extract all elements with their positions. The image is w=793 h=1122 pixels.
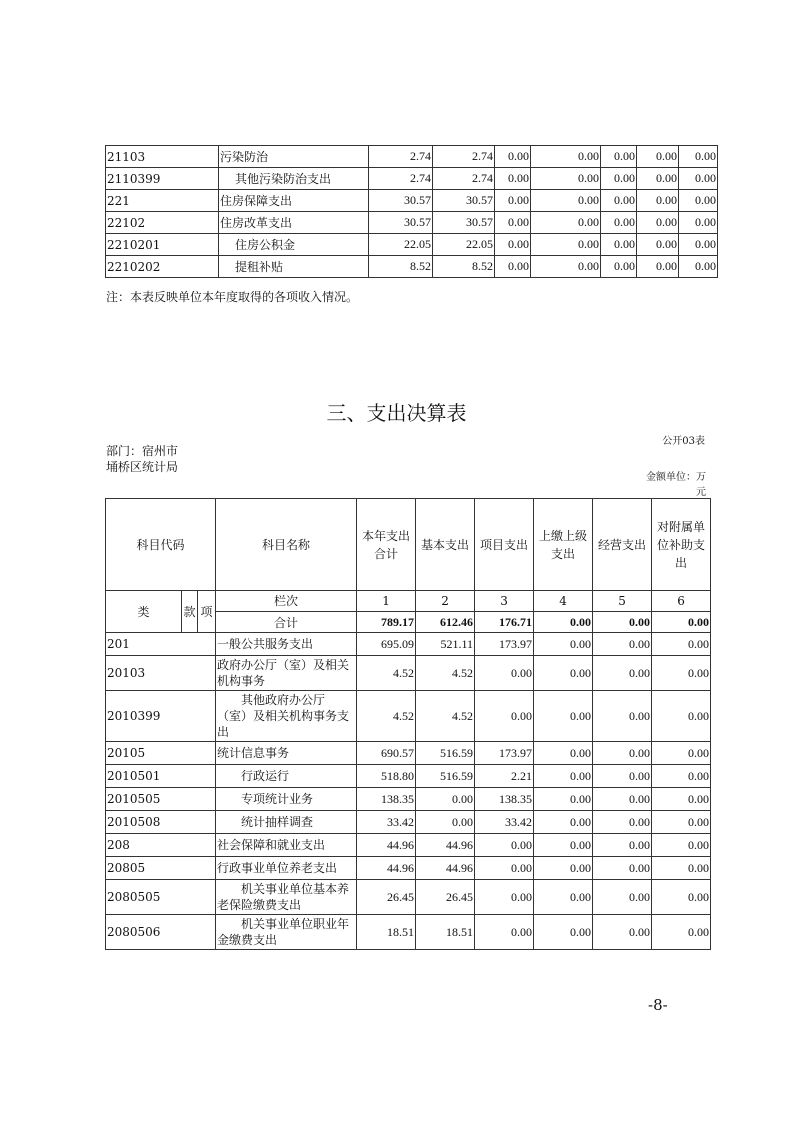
header-row bbox=[106, 499, 711, 591]
amount-cell: 0.00 bbox=[495, 168, 531, 190]
subject-code: 20105 bbox=[106, 742, 216, 765]
amount-cell: 0.00 bbox=[652, 915, 711, 950]
amount-cell: 0.00 bbox=[534, 691, 593, 742]
amount-cell: 0.00 bbox=[593, 691, 652, 742]
amount-cell: 138.35 bbox=[475, 788, 534, 811]
amount-cell: 4.52 bbox=[357, 656, 416, 691]
amount-cell: 0.00 bbox=[679, 256, 718, 278]
subject-code: 22102 bbox=[106, 212, 219, 234]
amount-cell: 0.00 bbox=[531, 256, 601, 278]
amount-cell: 0.00 bbox=[531, 146, 601, 168]
amount-cell: 0.00 bbox=[637, 190, 679, 212]
amount-cell: 0.00 bbox=[475, 857, 534, 880]
income-table-note: 注：本表反映单位本年度取得的各项收入情况。 bbox=[106, 290, 359, 304]
subject-code: 201 bbox=[106, 633, 216, 656]
total-label: 合计 bbox=[216, 612, 357, 633]
amount-cell: 0.00 bbox=[593, 788, 652, 811]
subject-name: 政府办公厅（室）及相关机构事务 bbox=[216, 656, 357, 691]
amount-cell: 516.59 bbox=[416, 742, 475, 765]
amount-cell: 0.00 bbox=[531, 234, 601, 256]
amount-cell: 2.21 bbox=[475, 765, 534, 788]
department-label: 部门：宿州市埇桥区统计局 bbox=[106, 444, 179, 474]
table-row bbox=[106, 788, 711, 811]
amount-cell: 4.52 bbox=[416, 656, 475, 691]
amount-cell: 44.96 bbox=[416, 857, 475, 880]
total-value: 0.00 bbox=[593, 612, 652, 633]
amount-cell: 0.00 bbox=[475, 880, 534, 915]
amount-cell: 0.00 bbox=[531, 190, 601, 212]
subject-code: 20805 bbox=[106, 857, 216, 880]
col-num-1: 1 bbox=[357, 591, 416, 612]
amount-cell: 0.00 bbox=[637, 168, 679, 190]
amount-cell: 2.74 bbox=[433, 146, 495, 168]
subject-name: 住房保障支出 bbox=[219, 190, 369, 212]
table-row bbox=[106, 256, 718, 278]
subject-code: 221 bbox=[106, 190, 219, 212]
amount-cell: 0.00 bbox=[652, 633, 711, 656]
subject-name: 一般公共服务支出 bbox=[216, 633, 357, 656]
amount-cell: 8.52 bbox=[433, 256, 495, 278]
amount-cell: 26.45 bbox=[357, 880, 416, 915]
amount-cell: 0.00 bbox=[495, 190, 531, 212]
amount-cell: 0.00 bbox=[534, 811, 593, 834]
subject-name: 机关事业单位职业年金缴费支出 bbox=[216, 915, 357, 950]
subject-name: 统计信息事务 bbox=[216, 742, 357, 765]
table-row bbox=[106, 190, 718, 212]
subject-name: 行政事业单位养老支出 bbox=[216, 857, 357, 880]
table-row bbox=[106, 834, 711, 857]
amount-cell: 0.00 bbox=[637, 256, 679, 278]
form-number: 公开03表 bbox=[662, 436, 705, 447]
col-num-6: 6 bbox=[652, 591, 711, 612]
amount-cell: 0.00 bbox=[679, 234, 718, 256]
amount-cell: 0.00 bbox=[475, 915, 534, 950]
amount-cell: 0.00 bbox=[637, 234, 679, 256]
subject-code: 21103 bbox=[106, 146, 219, 168]
table-row bbox=[106, 633, 711, 656]
amount-cell: 33.42 bbox=[357, 811, 416, 834]
subject-name: 提租补贴 bbox=[219, 256, 369, 278]
subject-code: 208 bbox=[106, 834, 216, 857]
expense-table bbox=[105, 498, 711, 950]
amount-cell: 2.74 bbox=[433, 168, 495, 190]
subject-name: 污染防治 bbox=[219, 146, 369, 168]
amount-cell: 0.00 bbox=[534, 880, 593, 915]
col-num-4: 4 bbox=[534, 591, 593, 612]
amount-cell: 0.00 bbox=[652, 656, 711, 691]
amount-cell: 0.00 bbox=[593, 857, 652, 880]
amount-cell: 8.52 bbox=[369, 256, 433, 278]
amount-cell: 0.00 bbox=[495, 256, 531, 278]
amount-cell: 0.00 bbox=[534, 915, 593, 950]
subject-name: 社会保障和就业支出 bbox=[216, 834, 357, 857]
total-value: 0.00 bbox=[534, 612, 593, 633]
amount-cell: 18.51 bbox=[357, 915, 416, 950]
unit-label: 金额单位：万元 bbox=[646, 472, 706, 498]
total-value: 612.46 bbox=[416, 612, 475, 633]
amount-cell: 0.00 bbox=[475, 656, 534, 691]
header-xiang: 项 bbox=[198, 591, 216, 633]
amount-cell: 0.00 bbox=[593, 915, 652, 950]
amount-cell: 0.00 bbox=[679, 212, 718, 234]
amount-cell: 4.52 bbox=[416, 691, 475, 742]
amount-cell: 2.74 bbox=[369, 146, 433, 168]
header-col-3: 项目支出 bbox=[475, 499, 534, 591]
amount-cell: 0.00 bbox=[534, 834, 593, 857]
amount-cell: 30.57 bbox=[433, 212, 495, 234]
amount-cell: 0.00 bbox=[652, 788, 711, 811]
amount-cell: 22.05 bbox=[369, 234, 433, 256]
amount-cell: 0.00 bbox=[652, 742, 711, 765]
amount-cell: 0.00 bbox=[593, 834, 652, 857]
amount-cell: 0.00 bbox=[601, 256, 637, 278]
header-name: 科目名称 bbox=[216, 499, 357, 591]
table-row bbox=[106, 811, 711, 834]
amount-cell: 0.00 bbox=[679, 168, 718, 190]
amount-cell: 0.00 bbox=[652, 880, 711, 915]
table-row bbox=[106, 656, 711, 691]
amount-cell: 22.05 bbox=[433, 234, 495, 256]
subject-name: 机关事业单位基本养老保险缴费支出 bbox=[216, 880, 357, 915]
amount-cell: 0.00 bbox=[601, 146, 637, 168]
amount-cell: 0.00 bbox=[593, 811, 652, 834]
amount-cell: 33.42 bbox=[475, 811, 534, 834]
col-num-2: 2 bbox=[416, 591, 475, 612]
income-table-continued bbox=[105, 145, 718, 278]
amount-cell: 0.00 bbox=[534, 633, 593, 656]
amount-cell: 0.00 bbox=[601, 190, 637, 212]
amount-cell: 44.96 bbox=[416, 834, 475, 857]
amount-cell: 0.00 bbox=[593, 656, 652, 691]
amount-cell: 0.00 bbox=[531, 212, 601, 234]
subject-code: 20103 bbox=[106, 656, 216, 691]
subject-code: 2110399 bbox=[106, 168, 219, 190]
amount-cell: 0.00 bbox=[652, 765, 711, 788]
amount-cell: 4.52 bbox=[357, 691, 416, 742]
amount-cell: 26.45 bbox=[416, 880, 475, 915]
amount-cell: 0.00 bbox=[534, 656, 593, 691]
amount-cell: 0.00 bbox=[601, 168, 637, 190]
amount-cell: 0.00 bbox=[534, 742, 593, 765]
subject-code: 2210202 bbox=[106, 256, 219, 278]
table-row bbox=[106, 915, 711, 950]
amount-cell: 0.00 bbox=[652, 811, 711, 834]
amount-cell: 0.00 bbox=[679, 190, 718, 212]
amount-cell: 0.00 bbox=[534, 765, 593, 788]
amount-cell: 0.00 bbox=[601, 234, 637, 256]
subject-code: 2010399 bbox=[106, 691, 216, 742]
table-row bbox=[106, 212, 718, 234]
amount-cell: 516.59 bbox=[416, 765, 475, 788]
amount-cell: 695.09 bbox=[357, 633, 416, 656]
table-row bbox=[106, 168, 718, 190]
subject-code: 2080505 bbox=[106, 880, 216, 915]
table-row bbox=[106, 880, 711, 915]
header-col-5: 经营支出 bbox=[593, 499, 652, 591]
header-code: 科目代码 bbox=[106, 499, 216, 591]
subject-name: 其他污染防治支出 bbox=[219, 168, 369, 190]
table-row bbox=[106, 742, 711, 765]
amount-cell: 0.00 bbox=[495, 234, 531, 256]
amount-cell: 0.00 bbox=[475, 691, 534, 742]
amount-cell: 0.00 bbox=[652, 691, 711, 742]
amount-cell: 0.00 bbox=[601, 212, 637, 234]
amount-cell: 0.00 bbox=[534, 857, 593, 880]
col-num-3: 3 bbox=[475, 591, 534, 612]
subject-code: 2010505 bbox=[106, 788, 216, 811]
table-row bbox=[106, 691, 711, 742]
subject-name: 统计抽样调查 bbox=[216, 811, 357, 834]
subject-name: 住房公积金 bbox=[219, 234, 369, 256]
amount-cell: 173.97 bbox=[475, 633, 534, 656]
amount-cell: 0.00 bbox=[593, 633, 652, 656]
total-value: 789.17 bbox=[357, 612, 416, 633]
amount-cell: 30.57 bbox=[369, 190, 433, 212]
amount-cell: 0.00 bbox=[652, 857, 711, 880]
header-col-1: 本年支出合计 bbox=[357, 499, 416, 591]
table-row bbox=[106, 234, 718, 256]
amount-cell: 2.74 bbox=[369, 168, 433, 190]
amount-cell: 690.57 bbox=[357, 742, 416, 765]
header-col-6: 对附属单位补助支出 bbox=[652, 499, 711, 591]
amount-cell: 521.11 bbox=[416, 633, 475, 656]
amount-cell: 0.00 bbox=[495, 146, 531, 168]
amount-cell: 18.51 bbox=[416, 915, 475, 950]
subject-code: 2210201 bbox=[106, 234, 219, 256]
amount-cell: 518.80 bbox=[357, 765, 416, 788]
total-value: 0.00 bbox=[652, 612, 711, 633]
amount-cell: 0.00 bbox=[416, 788, 475, 811]
header-col-4: 上缴上级支出 bbox=[534, 499, 593, 591]
amount-cell: 30.57 bbox=[369, 212, 433, 234]
header-lanci: 栏次 bbox=[216, 591, 357, 612]
header-lei: 类 bbox=[106, 591, 182, 633]
amount-cell: 0.00 bbox=[593, 765, 652, 788]
amount-cell: 0.00 bbox=[652, 834, 711, 857]
subject-name: 专项统计业务 bbox=[216, 788, 357, 811]
table-row bbox=[106, 146, 718, 168]
table-row bbox=[106, 765, 711, 788]
amount-cell: 0.00 bbox=[637, 212, 679, 234]
amount-cell: 0.00 bbox=[531, 168, 601, 190]
amount-cell: 0.00 bbox=[495, 212, 531, 234]
subject-name: 行政运行 bbox=[216, 765, 357, 788]
subject-name: 住房改革支出 bbox=[219, 212, 369, 234]
col-num-5: 5 bbox=[593, 591, 652, 612]
amount-cell: 30.57 bbox=[433, 190, 495, 212]
header-kuan: 款 bbox=[182, 591, 198, 633]
amount-cell: 44.96 bbox=[357, 834, 416, 857]
amount-cell: 0.00 bbox=[416, 811, 475, 834]
amount-cell: 0.00 bbox=[637, 146, 679, 168]
amount-cell: 44.96 bbox=[357, 857, 416, 880]
amount-cell: 0.00 bbox=[593, 742, 652, 765]
amount-cell: 173.97 bbox=[475, 742, 534, 765]
section-title: 三、支出决算表 bbox=[326, 401, 467, 425]
page-number: -8- bbox=[648, 996, 668, 1014]
subject-code: 2010508 bbox=[106, 811, 216, 834]
amount-cell: 0.00 bbox=[534, 788, 593, 811]
subject-code: 2080506 bbox=[106, 915, 216, 950]
total-value: 176.71 bbox=[475, 612, 534, 633]
subject-code: 2010501 bbox=[106, 765, 216, 788]
amount-cell: 0.00 bbox=[475, 834, 534, 857]
amount-cell: 138.35 bbox=[357, 788, 416, 811]
column-number-row bbox=[106, 591, 711, 612]
subject-name: 其他政府办公厅（室）及相关机构事务支出 bbox=[216, 691, 357, 742]
header-col-2: 基本支出 bbox=[416, 499, 475, 591]
table-row bbox=[106, 857, 711, 880]
amount-cell: 0.00 bbox=[679, 146, 718, 168]
amount-cell: 0.00 bbox=[593, 880, 652, 915]
